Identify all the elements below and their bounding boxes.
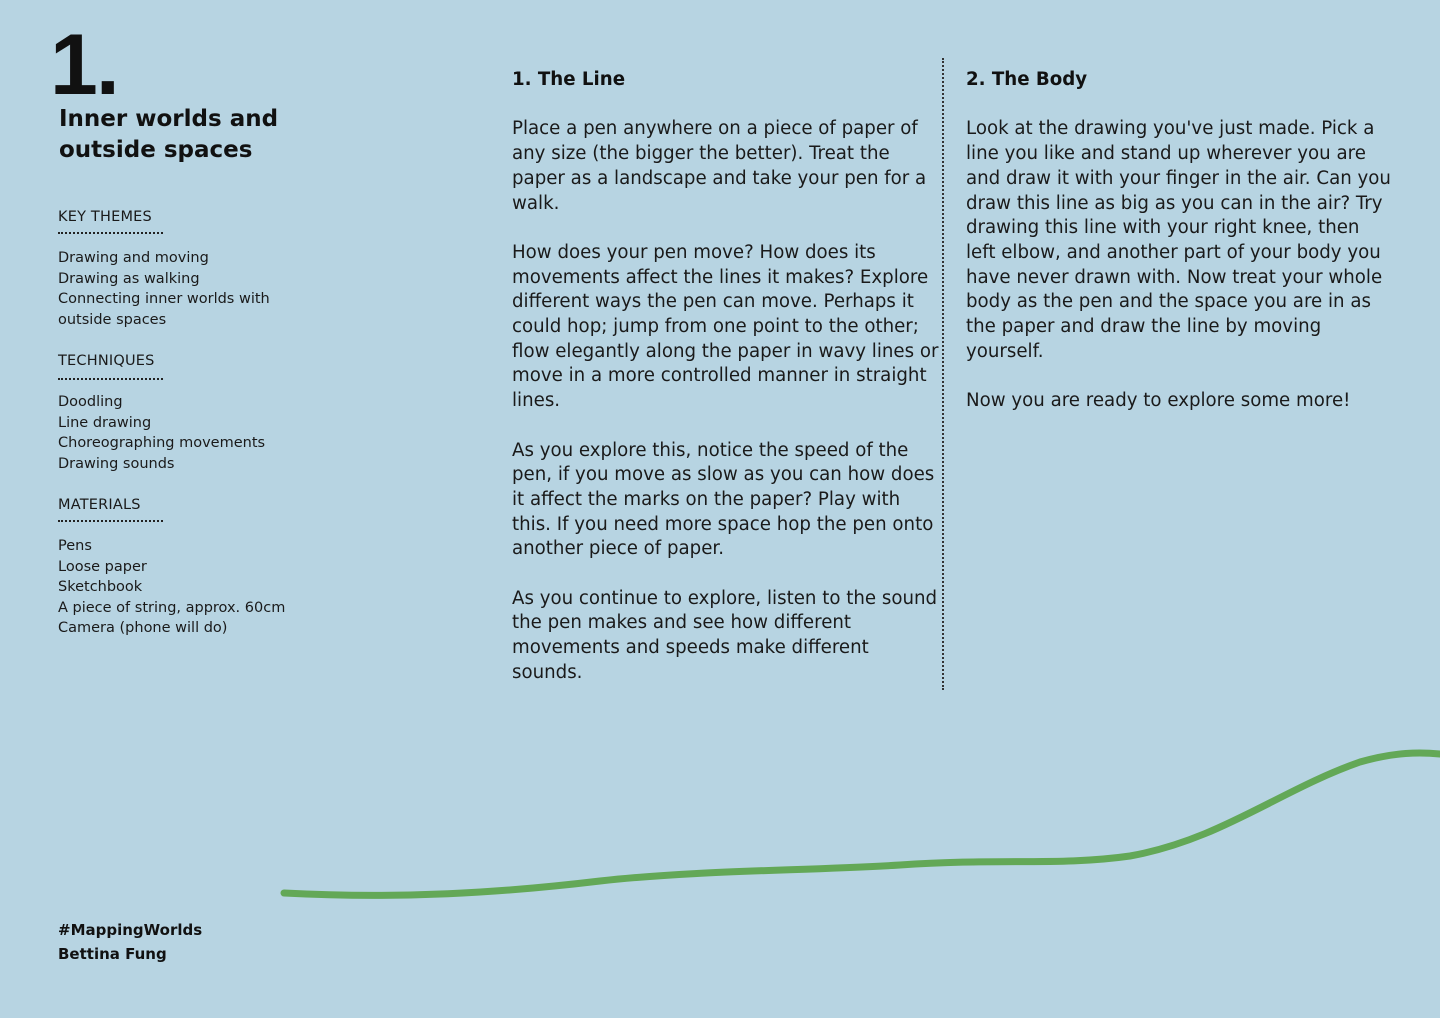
section-heading: 1. The Line	[512, 69, 626, 90]
key-themes-underline	[58, 232, 163, 234]
list-item: outside spaces	[58, 311, 167, 328]
section-the-line	[512, 68, 942, 710]
list-item: Line drawing	[58, 414, 152, 431]
list-item: Connecting inner worlds with	[58, 291, 270, 308]
section-heading: 2. The Body	[966, 69, 1088, 90]
paragraph: As you explore this, notice the speed of the pen, if you move as slow as you can how does it affect the marks on the paper? Play with this. If you need more space hop the pen onto another piece of paper.	[512, 439, 935, 560]
list-item: A piece of string, approx. 60cm	[58, 599, 286, 616]
techniques-list	[58, 392, 265, 474]
column-divider	[942, 58, 944, 690]
page-title: Inner worlds and outside spaces	[59, 106, 279, 163]
techniques-underline	[58, 378, 163, 380]
chapter-number: 1.	[50, 17, 118, 113]
list-item: Drawing and moving	[58, 250, 209, 266]
materials-underline	[58, 520, 163, 522]
materials-list	[58, 536, 285, 639]
section-the-body	[966, 68, 1391, 439]
hashtag: #MappingWorlds	[58, 921, 203, 939]
techniques-heading: TECHNIQUES	[58, 353, 155, 369]
list-item: Loose paper	[58, 558, 147, 575]
paragraph: As you continue to explore, listen to the sound the pen makes and see how different movements and speeds make different sounds.	[512, 587, 938, 683]
list-item: Choreographing movements	[58, 435, 266, 452]
list-item: Drawing sounds	[58, 455, 175, 472]
paragraph: How does your pen move? How does its movements affect the lines it makes? Explore different ways the pen can move. Perhaps it could hop; jump from one point to the other; flow elegantly along the paper in wavy lines or move in a more controlled manner in straight lines.	[512, 241, 939, 412]
key-themes-heading: KEY THEMES	[58, 209, 152, 225]
paragraph: Look at the drawing you've just made. Pick a line you like and stand up wherever you are and draw it with your finger in the air. Can you draw this line as big as you can in the air? Try drawing this line with your right knee, then left elbow, and another part of your body you have never drawn with. Now treat your whole body as the pen and the space you are in as the paper and draw the line by moving yourself.	[966, 118, 1391, 362]
list-item: Drawing as walking	[58, 270, 200, 287]
list-item: Doodling	[58, 394, 123, 410]
list-item: Pens	[58, 538, 92, 554]
list-item: Camera (phone will do)	[58, 620, 228, 637]
list-item: Sketchbook	[58, 579, 143, 596]
paragraph: Now you are ready to explore some more!	[966, 390, 1351, 412]
key-themes-list	[58, 248, 270, 330]
materials-heading: MATERIALS	[58, 497, 141, 513]
paragraph: Place a pen anywhere on a piece of paper of any size (the bigger the better). Treat the paper as a landscape and take your pen for a walk.	[512, 118, 927, 214]
footer	[58, 918, 202, 966]
wavy-line-path	[284, 753, 1440, 895]
author-name: Bettina Fung	[58, 945, 167, 963]
